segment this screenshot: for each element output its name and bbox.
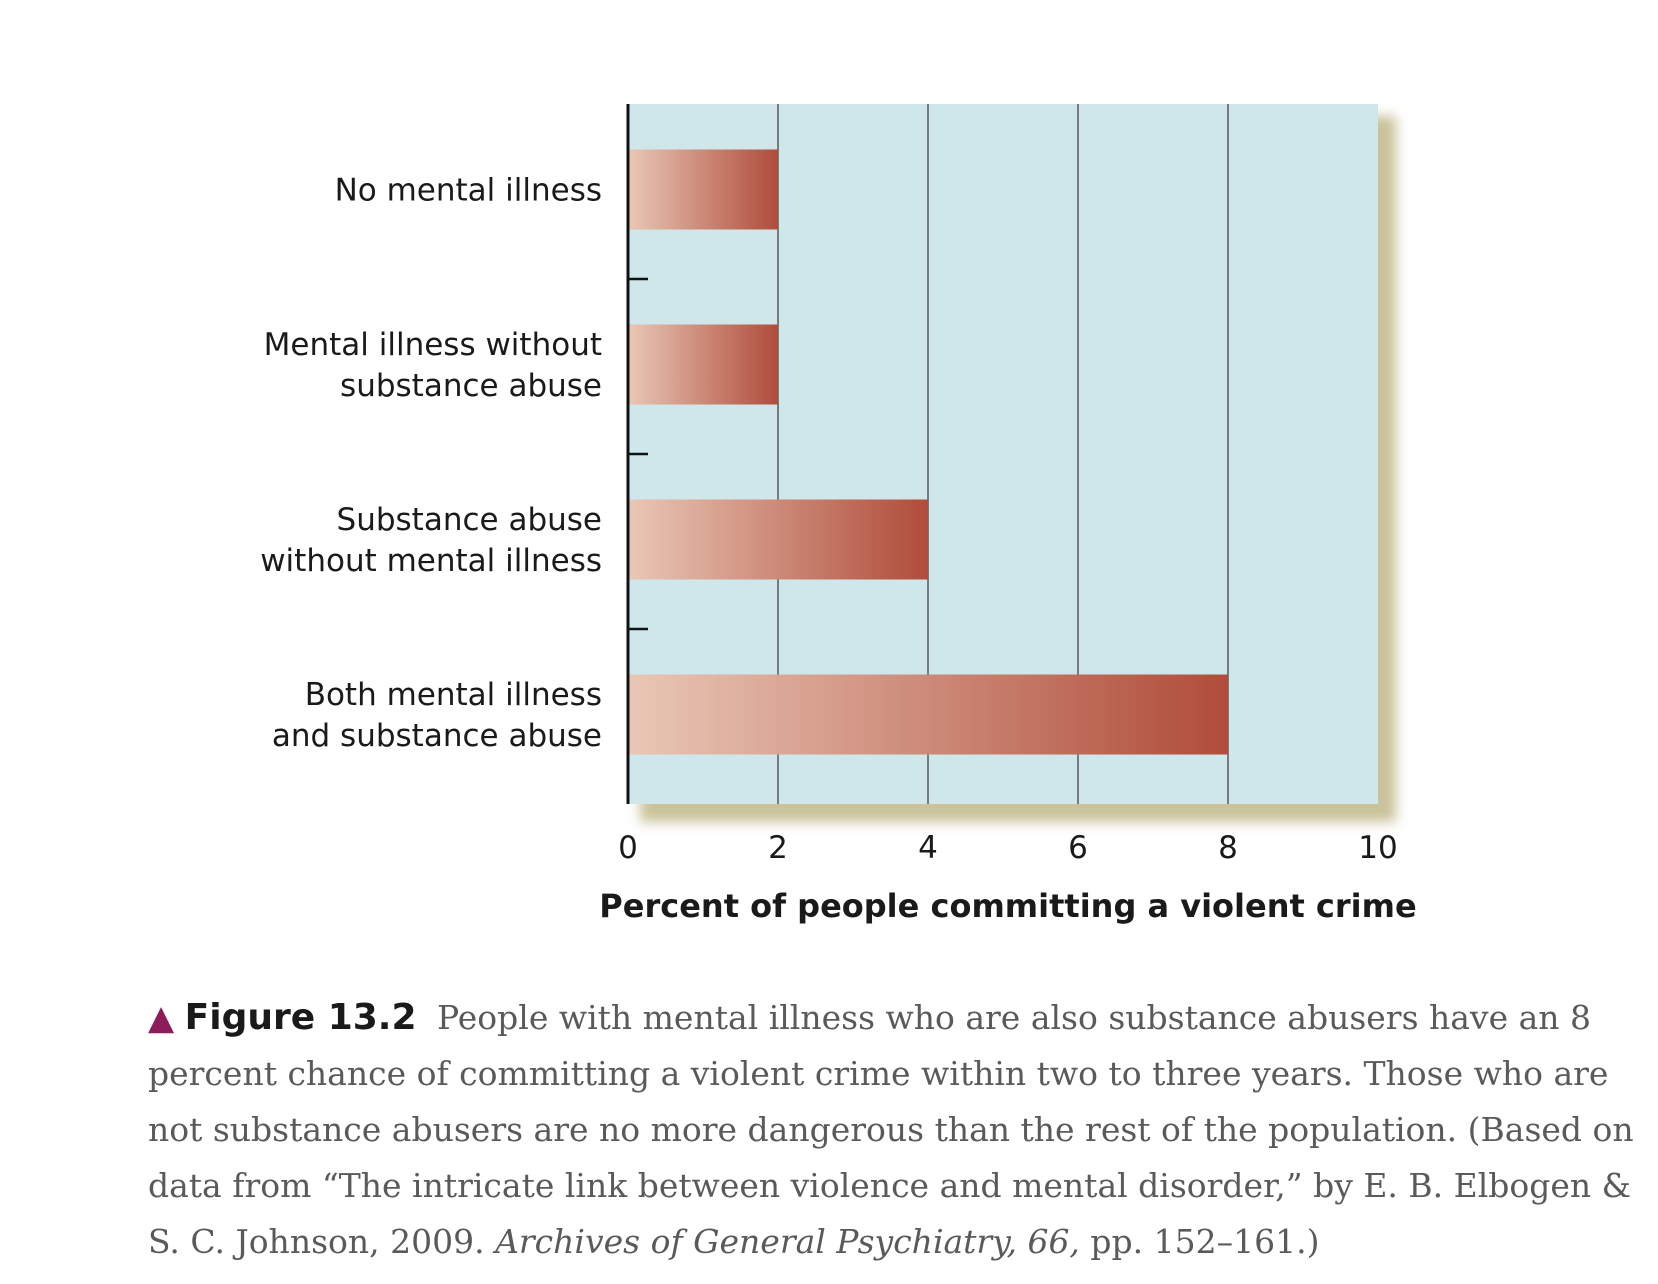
x-tick-labels — [618, 830, 1398, 866]
x-tick-label: 0 — [618, 830, 638, 866]
bar — [628, 500, 928, 580]
figure-number: Figure 13.2 — [184, 997, 417, 1038]
category-label: Both mental illness and substance abuse — [271, 677, 602, 754]
category-label: No mental illness — [334, 172, 602, 209]
category-label: Mental illness without substance abuse — [263, 327, 602, 404]
caption-text-end: pp. 152–161.) — [1079, 1222, 1320, 1261]
category-labels — [260, 173, 602, 755]
bar — [628, 150, 778, 230]
x-tick-label: 2 — [768, 830, 788, 866]
x-tick-label: 6 — [1068, 830, 1088, 866]
bar — [628, 675, 1228, 755]
x-tick-label: 8 — [1218, 830, 1238, 866]
figure-caption — [148, 990, 1638, 1270]
caption-journal: Archives of General Psychiatry, 66, — [495, 1222, 1080, 1261]
x-tick-label: 10 — [1358, 830, 1398, 866]
caption-text: People with mental illness who are also substance abusers have an 8 percent chance of committing a violent crime within two to three years. Those who are not substance abusers are no more dangerous than the rest of the population. (Based on data from “The intricate link between violence and mental disorder,” by E. B. Elbogen & S. C. Johnson, 2009. — [148, 998, 1634, 1261]
bar — [628, 325, 778, 405]
x-tick-label: 4 — [918, 830, 938, 866]
category-label: Substance abuse without mental illness — [260, 502, 602, 579]
triangle-marker-icon: ▲ — [148, 998, 175, 1038]
x-axis-label: Percent of people committing a violent crime — [599, 887, 1417, 925]
